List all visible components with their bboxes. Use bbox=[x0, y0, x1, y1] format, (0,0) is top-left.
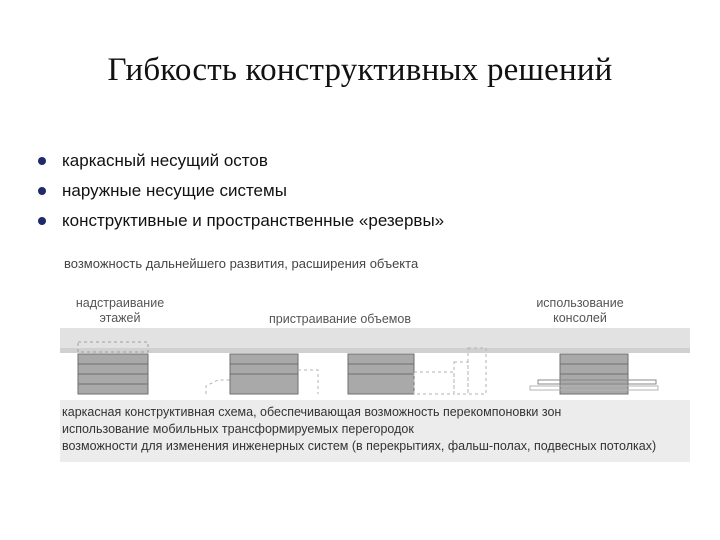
label-superstructure: надстраивание этажей bbox=[75, 296, 165, 325]
diagram-notes bbox=[60, 400, 690, 462]
bullet-dot-icon bbox=[38, 217, 46, 225]
note-line: использование мобильных трансформируемых перегородок bbox=[62, 422, 414, 436]
slide-title: Гибкость конструктивных решений bbox=[107, 52, 613, 88]
building-schemes bbox=[60, 250, 690, 400]
bullet-dot-icon bbox=[38, 187, 46, 195]
bullet-text: наружные несущие системы bbox=[62, 181, 287, 200]
diagram-caption: возможность дальнейшего развития, расширения объекта bbox=[64, 256, 419, 271]
bullet-item bbox=[38, 176, 444, 206]
bullet-item bbox=[38, 206, 444, 236]
bullet-item bbox=[38, 146, 444, 176]
scheme-extension-2 bbox=[348, 348, 486, 394]
scheme-superstructure bbox=[78, 342, 148, 394]
scheme-extension-1 bbox=[206, 354, 318, 394]
bullet-text: каркасный несущий остов bbox=[62, 151, 268, 170]
scheme-cantilever bbox=[530, 354, 658, 394]
bullet-text: конструктивные и пространственные «резервы» bbox=[62, 211, 445, 230]
label-cantilever: использование консолей bbox=[536, 296, 624, 325]
note-line: каркасная конструктивная схема, обеспечивающая возможность перекомпоновки зон bbox=[62, 405, 562, 419]
label-extension: пристраивание объемов bbox=[269, 312, 411, 326]
flexibility-diagram bbox=[60, 250, 690, 465]
note-line: возможности для изменения инженерных систем (в перекрытиях, фальш-полах, подвесных потолках) bbox=[62, 439, 657, 453]
bullet-list bbox=[38, 146, 444, 236]
bullet-dot-icon bbox=[38, 157, 46, 165]
